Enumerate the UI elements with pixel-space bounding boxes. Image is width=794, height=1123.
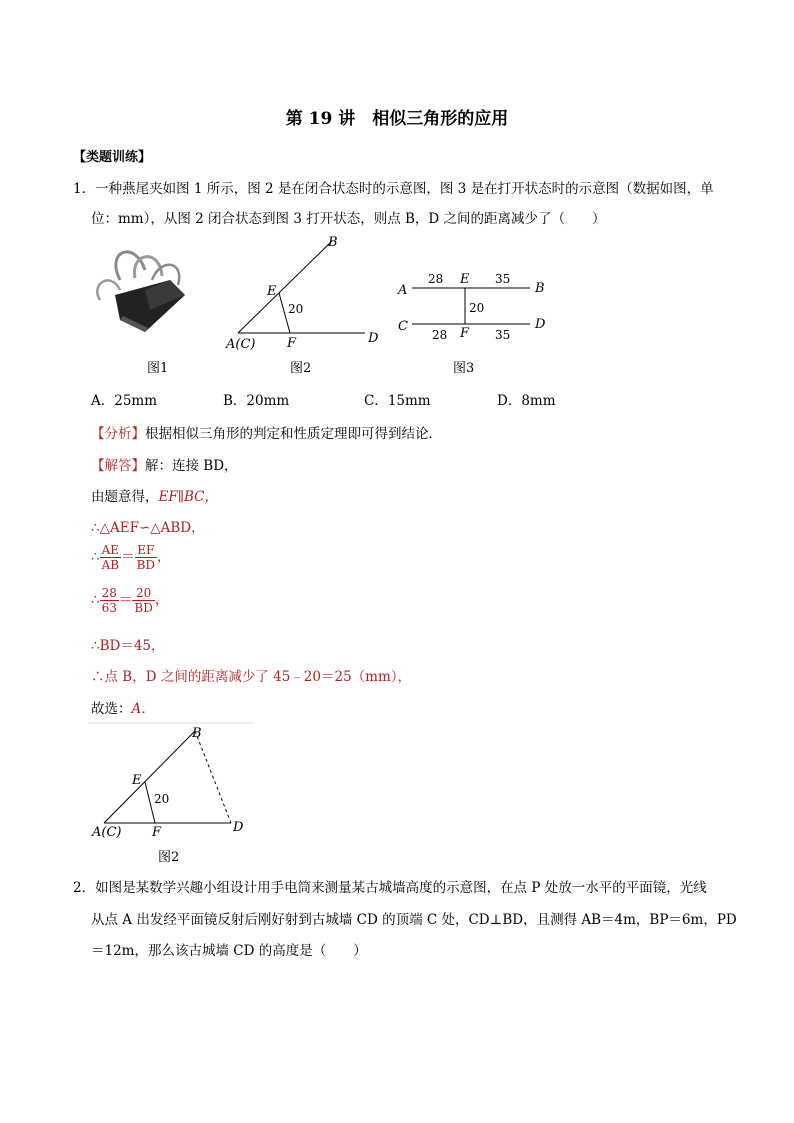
q2-line1: 2．如图是某数学兴趣小组设计用手电筒来测量某古城墙高度的示意图，在点 P 处放一水平的平面镜，光线 [73,880,707,896]
step-4-pre: ∴ [91,592,100,608]
analysis-text: 根据相似三角形的判定和性质定理即可得到结论． [145,426,442,442]
fig2-point-ac: A(C) [226,337,256,352]
step-3-eq: ＝ [121,549,135,565]
sol-point-e: E [132,773,142,788]
fig2-length-ef: 20 [288,302,304,316]
step-3 [91,543,171,572]
fig3-point-e: E [460,272,470,287]
fig3-length-ef: 20 [469,301,485,315]
step-6: ∴点 B，D 之间的距离减少了 45﹣20＝25（mm）， [91,669,412,685]
figure-3 [392,264,557,349]
step-1-a: 由题意得， [91,489,159,505]
sol-fig-label: 图2 [158,850,180,865]
frac-ae: AE [100,543,121,558]
step-2: ∴△AEF∽△ABD， [91,520,205,536]
q1-line1: 1．一种燕尾夹如图 1 所示，图 2 是在闭合状态时的示意图，图 3 是在打开状态时的示意图（数据如图，单 [73,181,714,197]
fig3-length-fd: 35 [495,328,511,342]
step-5: ∴BD＝45， [91,638,165,654]
frac-63: 63 [101,601,117,615]
sol-length-ef: 20 [154,792,170,806]
step-1-b: EF∥BC， [158,489,218,505]
fig3-length-eb: 35 [495,272,511,286]
sol-point-b: B [192,726,202,741]
step-7 [91,697,155,717]
fig2-point-b: B [328,235,338,250]
sol-point-f: F [152,825,162,840]
fig2-point-f: F [287,336,297,351]
step-4-eq: ＝ [118,592,133,608]
binder-clip-image [90,240,200,340]
step-3-pre: ∴ [91,549,100,565]
q2-line3: ＝12m，那么该古城墙 CD 的高度是（ ） [91,943,367,959]
frac-ef: EF [135,543,157,558]
option-c[interactable]: C．15mm [364,393,431,409]
fig3-point-f: F [460,326,470,341]
fig3-point-c: C [398,319,408,334]
fig3-label: 图3 [453,361,475,376]
figure-2 [222,234,387,354]
fig3-point-d: D [535,317,546,332]
answer [91,454,238,474]
step-7-a: 故选： [91,701,132,717]
q2-line2: 从点 A 出发经平面镜反射后刚好射到古城墙 CD 的顶端 C 处，CD⊥BD，且测得 AB＝4m，BP＝6m，PD [91,912,737,928]
solution-figure [88,722,258,842]
fig1-label: 图1 [147,361,169,376]
frac-bd: BD [136,558,156,572]
fig2-point-e: E [267,284,277,299]
frac-20: 20 [132,586,154,601]
frac-bd-2: BD [134,601,153,615]
fig2-point-d: D [368,331,379,346]
step-7-b: A． [131,701,155,717]
step-1 [91,485,218,505]
answer-first: 解：连接 BD， [145,458,238,474]
fig3-point-a: A [398,283,408,298]
fig3-point-b: B [535,281,545,296]
page-title: 第 19 讲 相似三角形的应用 [285,109,509,129]
step-3-post: ， [157,549,171,565]
step-4 [91,586,168,615]
option-d[interactable]: D．8mm [497,393,556,409]
option-a[interactable]: A．25mm [91,393,158,409]
answer-tag: 【解答】 [91,458,145,474]
analysis [91,422,442,442]
option-b[interactable]: B．20mm [223,393,290,409]
sol-point-d: D [233,820,244,835]
frac-28: 28 [101,586,117,600]
q1-line2: 位：mm），从图 2 闭合状态到图 3 打开状态，则点 B，D 之间的距离减少了（ ） [91,211,606,227]
frac-ab: AB [101,558,120,572]
fig3-length-ae: 28 [428,272,444,286]
analysis-tag: 【分析】 [91,426,145,442]
fig3-length-cf: 28 [432,328,448,342]
fig2-label: 图2 [290,361,312,376]
section-heading: 【类题训练】 [73,150,152,165]
sol-point-ac: A(C) [92,825,122,840]
step-4-post: ， [154,592,169,608]
